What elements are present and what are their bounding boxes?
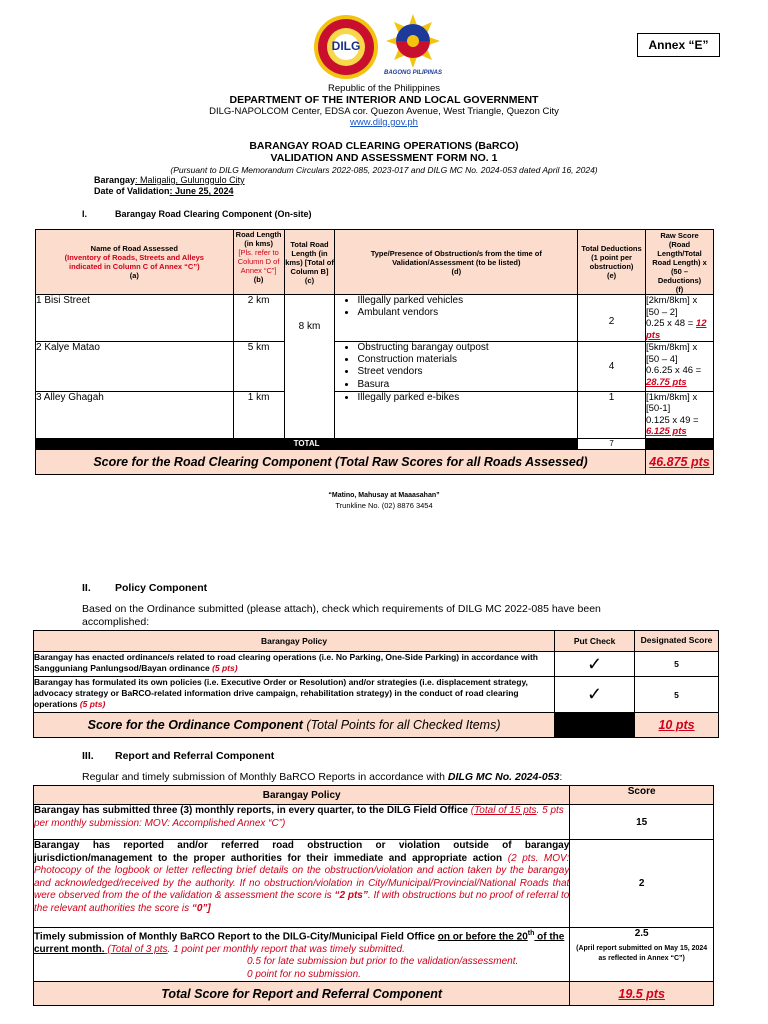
section3-intro-colon: : — [559, 771, 563, 783]
timely-text-cell — [34, 928, 570, 982]
raw-score-cell — [646, 391, 714, 438]
raw-score-calc — [646, 318, 713, 341]
road-length-cell: 2 km — [233, 295, 284, 342]
ordinance-score-value: 10 pts — [635, 713, 719, 738]
date-label: Date of Validation — [94, 186, 170, 196]
report-table-header — [34, 786, 714, 805]
col-a-note: (Inventory of Roads, Streets and Alleys indicated in Column C of Annex “C”) — [64, 253, 204, 271]
col-e-code: (e) — [606, 271, 617, 280]
table-row — [34, 652, 719, 677]
col-road-length-header — [233, 230, 284, 295]
form-title — [0, 140, 768, 164]
ordinance-score-label-bold: Score for the Ordinance Component — [87, 718, 303, 732]
raw-score-calc — [646, 365, 713, 388]
ordinance-score-row — [34, 713, 719, 738]
timely-text-lines — [34, 928, 569, 956]
raw-score-cell — [646, 295, 714, 342]
section3-intro-mc: DILG MC No. 2024-053 — [447, 771, 560, 783]
referral-text-score-b: “0”] — [191, 902, 211, 914]
col-f-title: Raw Score (Road Length/Total Road Length) x (50 – Deductions) — [652, 230, 707, 285]
timely-text-note: . 1 point per monthly report that was timely submitted. — [167, 943, 405, 955]
total-blank-cell — [646, 438, 714, 449]
referral-text-note-b: . If with obstructions but no proof of referral to the relevant authorities the score is — [34, 890, 570, 914]
total-label: TOTAL — [36, 438, 578, 449]
timely-text-none: 0 point for no submission. — [247, 968, 361, 980]
motto: “Matino, Mahusay at Maaasahan” — [328, 492, 440, 499]
republic-text: Republic of the Philippines — [328, 83, 440, 94]
report-text-points: (Total of 15 pts — [470, 805, 537, 816]
obstructions-cell — [335, 391, 578, 438]
raw-score-value: 12 pts — [646, 318, 707, 341]
section1-title: Barangay Road Clearing Component (On-site) — [115, 209, 312, 219]
road-table-header — [36, 230, 714, 295]
department-address: DILG-NAPOLCOM Center, EDSA cor. Quezon Avenue, West Triangle, Quezon City — [209, 106, 559, 117]
col-f-code: (f) — [675, 284, 684, 294]
col-deductions-header — [578, 230, 646, 295]
col-obstruction-header — [335, 230, 578, 295]
policy-text: Barangay has enacted ordinance/s related to road clearing operations (i.e. No Parking, One-Side Parking) in accordance with Sangguniang Panlungsod/Bayan ordinance — [34, 652, 538, 673]
form-title-line2: VALIDATION AND ASSESSMENT FORM NO. 1 — [270, 152, 498, 164]
col-total-length-header — [284, 230, 335, 295]
raw-score-calc-text: 0.25 x 48 = — [646, 318, 696, 329]
section2-heading — [82, 582, 208, 594]
timely-score-cell — [570, 928, 714, 982]
table-row — [36, 342, 714, 392]
road-length-cell: 5 km — [233, 342, 284, 392]
list-item: • Obstructing barangay outpost — [357, 342, 577, 354]
raw-score-calc-text: 0.6.25 x 46 = — [646, 365, 702, 376]
list-item: • Street vendors — [357, 366, 577, 378]
road-score-row — [36, 449, 714, 474]
policy-check-cell[interactable]: ✓ — [555, 652, 635, 677]
annex-label: Annex “E” — [637, 33, 720, 57]
road-clearing-table — [35, 229, 714, 475]
barangay-value: : Maligalig, Gulunggulo City — [135, 175, 245, 185]
deductions-cell: 1 — [578, 391, 646, 438]
timely-text-sup: th — [527, 930, 535, 937]
policy-text-cell — [34, 652, 555, 677]
col-e-title: Total Deductions (1 point per obstruction) — [581, 244, 642, 271]
deductions-cell: 4 — [578, 342, 646, 392]
policy-points: (5 pts) — [79, 699, 106, 709]
report-score-cell: 15 — [570, 805, 714, 840]
raw-score-value: 28.75 pts — [646, 376, 687, 388]
section3-intro-text: Regular and timely submission of Monthly BaRCO Reports in accordance with — [82, 771, 448, 783]
total-road-length-cell: 8 km — [284, 295, 335, 439]
timely-text-late: 0.5 for late submission but prior to the validation/assessment. — [247, 956, 519, 968]
obstructions-cell — [335, 295, 578, 342]
policy-text-cell — [34, 677, 555, 713]
referral-text-cell — [34, 840, 570, 928]
col-report-policy-header: Barangay Policy — [34, 786, 570, 805]
list-item: • Construction materials — [357, 354, 577, 366]
table-row — [36, 391, 714, 438]
obstructions-cell — [335, 342, 578, 392]
referral-score-cell: 2 — [570, 840, 714, 928]
col-d-code: (d) — [451, 266, 462, 276]
col-c-code: (c) — [304, 275, 315, 285]
section3-number: III. — [82, 750, 94, 762]
section1-heading — [82, 209, 312, 219]
section1-number: I. — [82, 209, 88, 219]
pursuant-note: (Pursuant to DILG Memorandum Circulars 2022-085, 2023-017 and DILG MC No. 2024-053 dated April 16, 2024) — [170, 165, 598, 175]
road-length-cell: 1 km — [233, 391, 284, 438]
report-total-label: Total Score for Report and Referral Component — [34, 982, 570, 1006]
report-text-cell — [34, 805, 570, 840]
col-d-title: Type/Presence of Obstruction/s from the time of Validation/Assessment (to be listed) — [370, 248, 542, 267]
timely-text-deadline: on or before the 20 — [437, 931, 528, 943]
date-line — [94, 186, 234, 197]
list-item: • Ambulant vendors — [357, 307, 577, 319]
report-text-bold: Barangay has submitted three (3) monthly reports, in every quarter, to the DILG Field Office — [34, 805, 471, 816]
policy-text: Barangay has formulated its own policies (i.e. Executive Order or Resolution) and/or strategies (i.e. displacement strategy, advocacy strategy or BaRCO-related information drive campaign, rehabilitation strategy) in the conduct of road clearing operations — [34, 677, 528, 709]
list-item: • Illegally parked e-bikes — [357, 392, 577, 404]
col-report-score-header: Score — [570, 786, 714, 805]
raw-score-calc — [646, 415, 713, 438]
timely-text-bold: Timely submission of Monthly BaRCO Report to the DILG-City/Municipal Field Office — [34, 931, 438, 943]
deductions-cell: 2 — [578, 295, 646, 342]
raw-score-calc-text: 0.125 x 49 = — [646, 414, 699, 426]
raw-score-formula: [5km/8km] x [50 – 4] — [646, 342, 698, 365]
total-deductions: 7 — [578, 438, 646, 449]
ordinance-blank-cell — [555, 713, 635, 738]
policy-table-header — [34, 631, 719, 652]
dilg-logo-text: DILG — [331, 39, 361, 53]
ordinance-score-label-note: (Total Points for all Checked Items) — [302, 718, 501, 732]
dilg-seal-logo — [313, 14, 379, 80]
page-footer — [0, 491, 768, 511]
barangay-label: Barangay — [94, 175, 136, 185]
policy-check-cell[interactable]: ✓ — [555, 677, 635, 713]
raw-score-cell — [646, 342, 714, 392]
section2-number: II. — [82, 582, 91, 594]
col-policy-header: Barangay Policy — [34, 631, 555, 652]
report-total-value: 19.5 pts — [570, 982, 714, 1006]
list-item: • Basura — [357, 379, 577, 391]
table-row — [34, 677, 719, 713]
form-title-line1: BARANGAY ROAD CLEARING OPERATIONS (BaRCO) — [249, 140, 519, 152]
department-name: DEPARTMENT OF THE INTERIOR AND LOCAL GOVERNMENT — [229, 94, 539, 106]
section2-intro: Based on the Ordinance submitted (please attach), check which requirements of DILG MC 2022-085 have been accomplished: — [82, 603, 601, 628]
section3-heading — [82, 750, 275, 762]
timely-text-points: (Total of 3 pts — [104, 943, 168, 955]
col-b-code: (b) — [253, 275, 264, 284]
bagong-pilipinas-text: BAGONG PILIPINAS — [383, 70, 442, 76]
raw-score-value: 6.125 pts — [646, 426, 687, 438]
timely-text-month: of the current month. — [34, 931, 565, 955]
section3-title: Report and Referral Component — [115, 750, 275, 762]
road-name-cell: 2 Kalye Matao — [36, 342, 234, 392]
referral-text-score-a: “2 pts” — [334, 890, 368, 901]
trunkline: Trunkline No. (02) 8876 3454 — [335, 501, 433, 510]
road-score-value: 46.875 pts — [646, 449, 714, 474]
timely-score-value: 2.5 — [634, 928, 649, 939]
raw-score-formula: [2km/8km] x [50 – 2] — [646, 295, 698, 318]
website-link[interactable]: www.dilg.gov.ph — [350, 117, 418, 128]
timely-score-note: (April report submitted on May 15, 2024 as reflected in Annex “C”) — [576, 945, 708, 962]
col-c-title: Total Road Length (in kms) [Total of Column B] — [285, 239, 334, 276]
ordinance-score-label — [34, 713, 555, 738]
road-name-cell: 1 Bisi Street — [36, 295, 234, 342]
col-score-header: Designated Score — [635, 631, 719, 652]
raw-score-formula: [1km/8km] x [50-1] — [646, 391, 698, 415]
date-value: : June 25, 2024 — [169, 186, 234, 196]
col-b-title: Road Length (in kms) — [235, 230, 282, 248]
letterhead — [0, 83, 768, 128]
table-row — [34, 805, 714, 840]
bagong-pilipinas-logo — [382, 12, 444, 82]
policy-table — [33, 630, 719, 738]
col-a-code: (a) — [129, 271, 139, 280]
policy-score-cell: 5 — [635, 677, 719, 713]
table-row — [36, 295, 714, 342]
policy-points: (5 pts) — [212, 663, 238, 673]
section3-intro — [82, 771, 562, 783]
report-referral-table — [33, 785, 714, 1006]
col-raw-score-header — [646, 230, 714, 295]
col-road-name-header — [36, 230, 234, 295]
policy-score-cell: 5 — [635, 652, 719, 677]
table-row — [34, 840, 714, 928]
col-b-note: [Pls. refer to Column D of Annex “C”] — [237, 248, 280, 275]
col-a-title: Name of Road Assessed — [90, 244, 178, 253]
list-item: • Illegally parked vehicles — [357, 295, 577, 307]
road-score-label: Score for the Road Clearing Component (Total Raw Scores for all Roads Assessed) — [36, 449, 646, 474]
col-check-header: Put Check — [555, 631, 635, 652]
table-row — [34, 928, 714, 982]
section2-title: Policy Component — [115, 582, 208, 594]
report-text-note: . 5 pts per monthly submission: MOV: Accomplished Annex “C”) — [34, 805, 564, 829]
road-name-cell: 3 Alley Ghagah — [36, 391, 234, 438]
referral-text-bold: Barangay has reported and/or referred road obstruction or violation outside of barangay jurisdiction/management to the proper authorities for their immediate and appropriate action — [34, 840, 570, 864]
total-row — [36, 438, 714, 449]
referral-text-note: (2 pts. MOV: Photocopy of the logbook or letter reflecting brief details on the obstruction/violation and action taken by the barangay and acknowledged/received by the authority. If no obstruction/violation in City/Municipal/Provincial/National Roads that were observed from the of the validation & assessment the score is — [34, 852, 570, 901]
report-total-row — [34, 982, 714, 1006]
barangay-line — [94, 175, 245, 186]
